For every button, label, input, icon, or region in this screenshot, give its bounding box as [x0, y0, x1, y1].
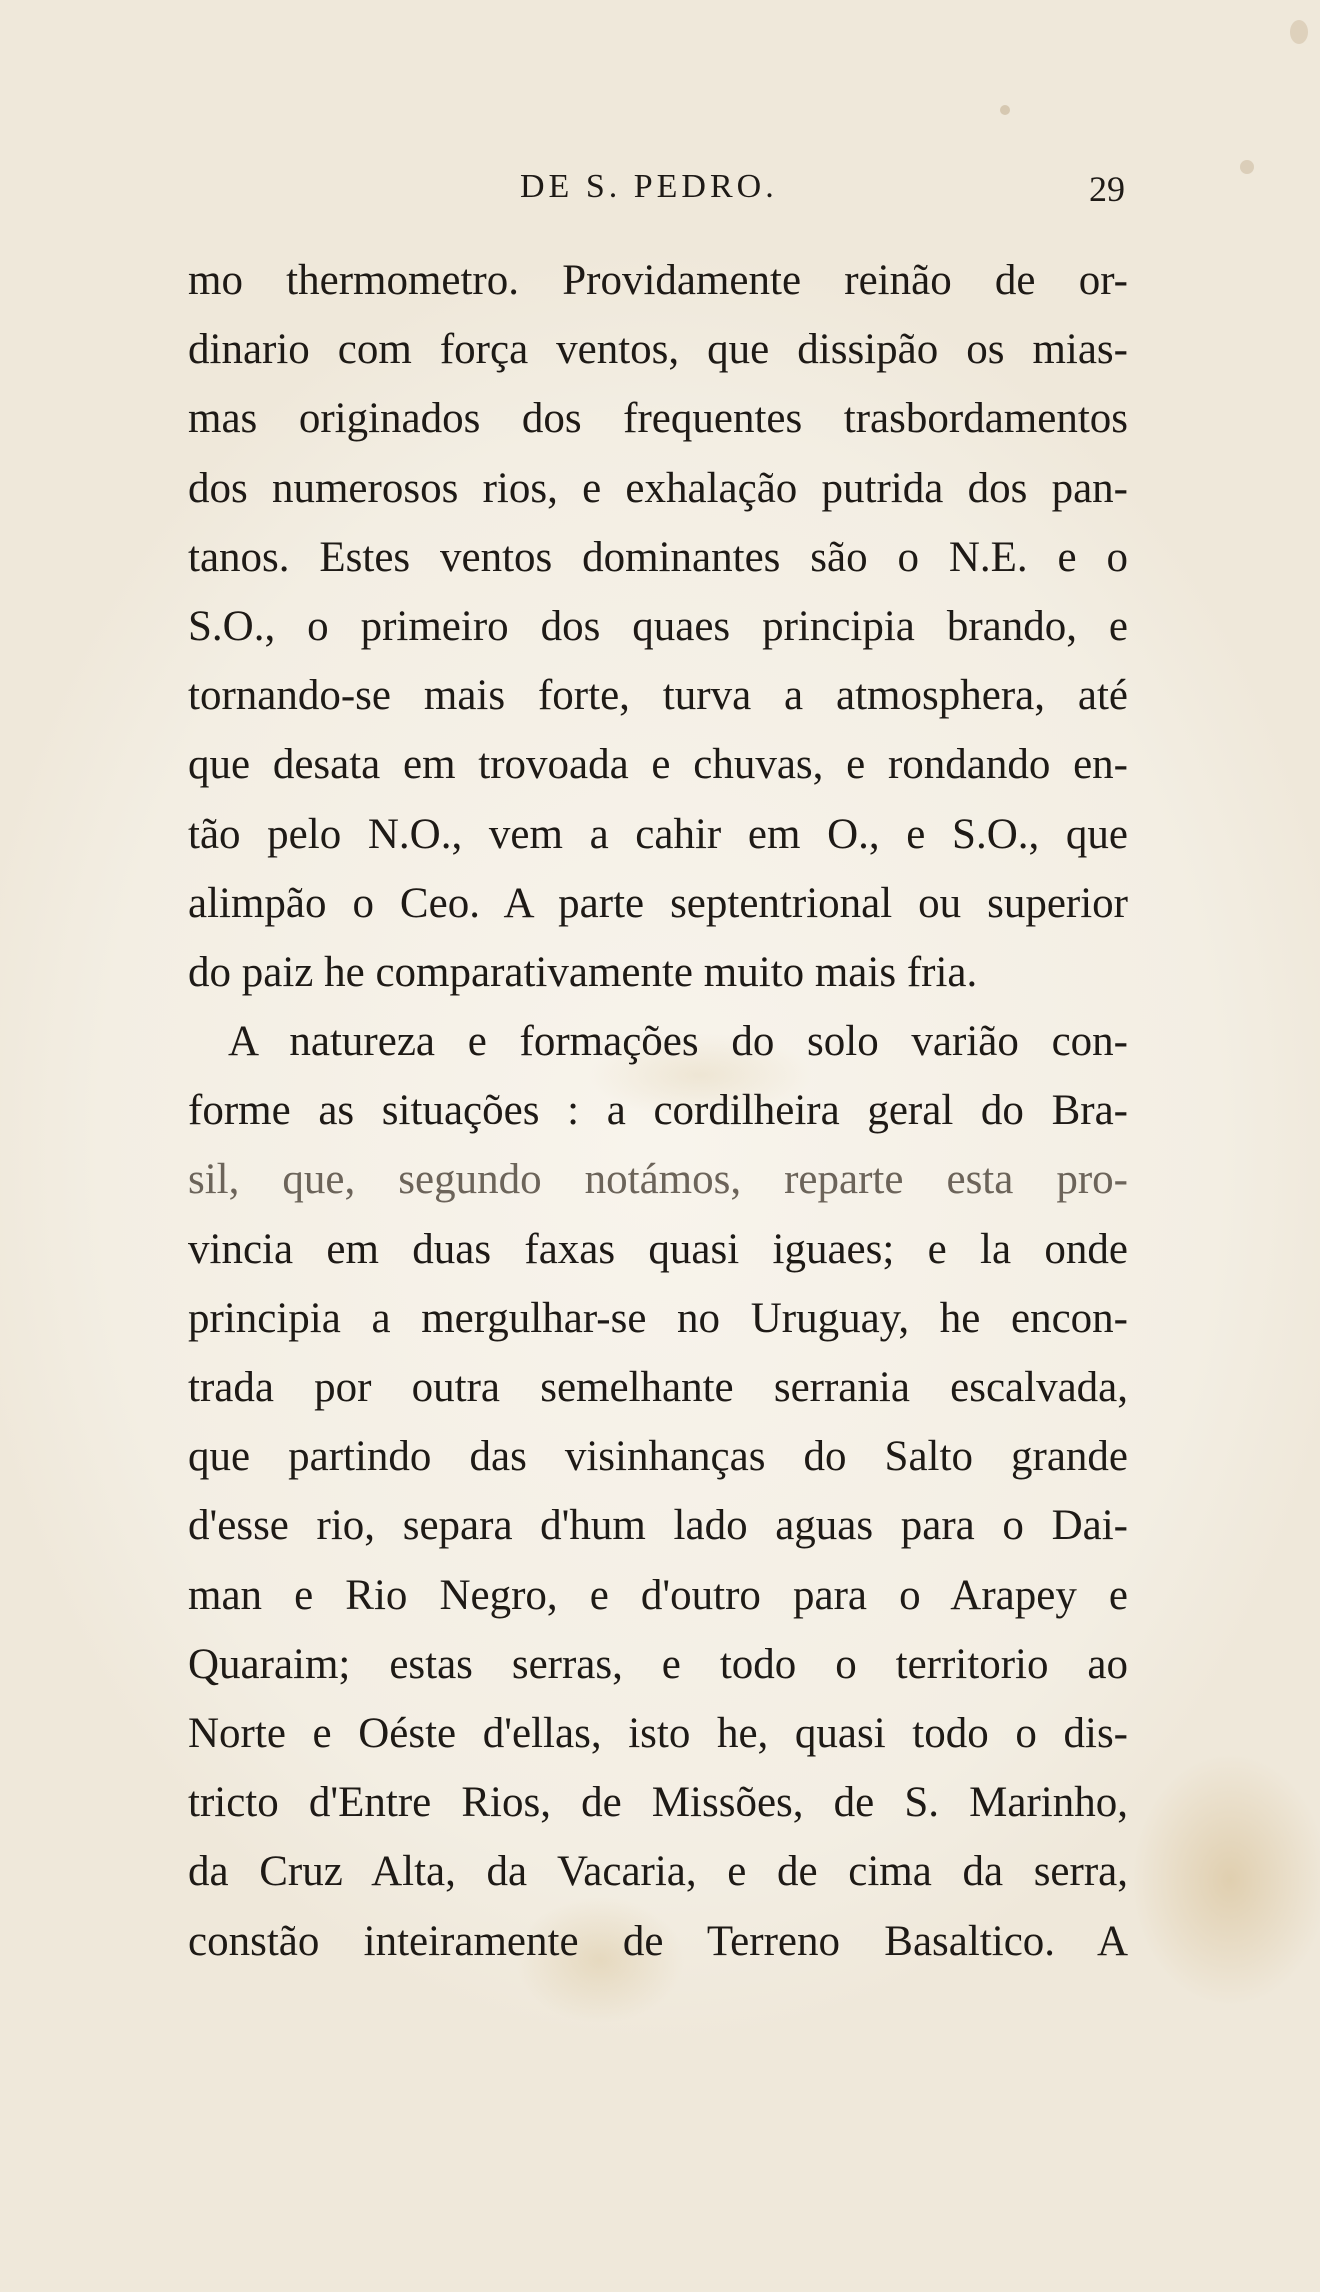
text-line: Norte e Oéste d'ellas, isto he, quasi todo o dis- [188, 1709, 1128, 1757]
text-line: do paiz he comparativamente muito mais fria. [188, 948, 978, 996]
text-line: tricto d'Entre Rios, de Missões, de S. Marinho, [188, 1779, 1128, 1827]
text-line: d'esse rio, separa d'hum lado aguas para o Dai- [188, 1502, 1128, 1550]
foxing-spot [1290, 20, 1308, 44]
text-line: Quaraim; estas serras, e todo o territorio ao [188, 1640, 1128, 1688]
text-line: vincia em duas faxas quasi iguaes; e la onde [188, 1225, 1128, 1273]
text-line: forme as situações : a cordilheira geral do Bra- [188, 1087, 1128, 1135]
text-line: mo thermometro. Providamente reinão de or- [188, 257, 1128, 304]
text-line: tanos. Estes ventos dominantes são o N.E. e o [188, 533, 1128, 581]
foxing-spot [1240, 160, 1254, 174]
text-line: dos numerosos rios, e exhalação putrida dos pan- [188, 464, 1128, 512]
page-header [190, 168, 1125, 224]
text-line: que desata em trovoada e chuvas, e rondando en- [188, 741, 1128, 789]
text-line: man e Rio Negro, e d'outro para o Arapey e [188, 1571, 1128, 1619]
text-line: tornando-se mais forte, turva a atmosphera, até [188, 672, 1128, 720]
foxing-spot [1000, 105, 1010, 115]
text-line: principia a mergulhar-se no Uruguay, he encon- [188, 1294, 1128, 1342]
body-text [188, 246, 1128, 1976]
text-line: constão inteiramente de Terreno Basaltico. A [188, 1917, 1128, 1965]
text-line: A natureza e formações do solo varião con- [228, 1018, 1128, 1066]
text-line: tão pelo N.O., vem a cahir em O., e S.O., que [188, 810, 1128, 858]
text-line: S.O., o primeiro dos quaes principia brando, e [188, 602, 1128, 650]
text-line: que partindo das visinhanças do Salto grande [188, 1433, 1128, 1481]
text-line: alimpão o Ceo. A parte septentrional ou superior [188, 879, 1128, 927]
page-number: 29 [1089, 169, 1125, 209]
text-line: sil, que, segundo notámos, reparte esta pro- [188, 1156, 1128, 1204]
text-line: dinario com força ventos, que dissipão os mias- [188, 326, 1128, 374]
text-line: da Cruz Alta, da Vacaria, e de cima da serra, [188, 1848, 1128, 1896]
running-head: DE S. PEDRO. [520, 168, 778, 205]
text-line: trada por outra semelhante serrania escalvada, [188, 1364, 1128, 1411]
text-line: mas originados dos frequentes trasbordamentos [188, 395, 1128, 443]
